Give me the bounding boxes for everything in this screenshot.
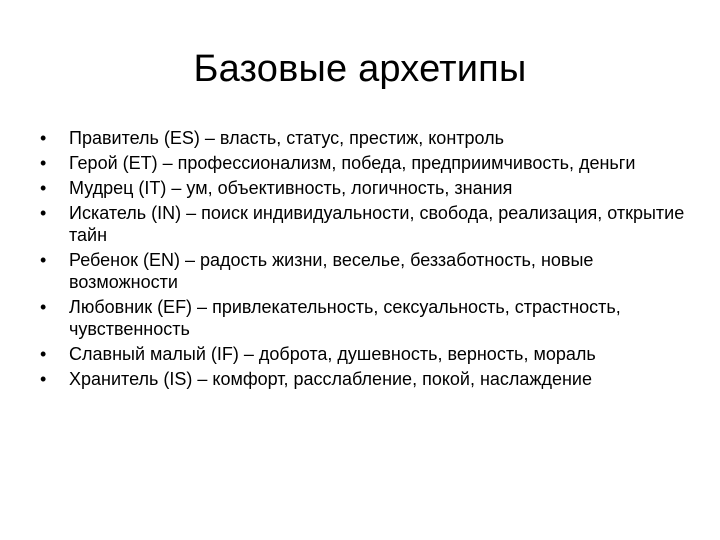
list-item-text: Правитель (ES) – власть, статус, престиж, контроль: [69, 128, 505, 148]
list-item: [40, 249, 690, 293]
bullet-icon: •: [40, 178, 47, 198]
list-item-text: Ребенок (EN) – радость жизни, веселье, беззаботность, новые возможности: [69, 250, 594, 292]
bullet-icon: •: [40, 250, 47, 270]
list-item-text: Искатель (IN) – поиск индивидуальности, свобода, реализация, открытие тайн: [69, 203, 685, 245]
bullet-icon: •: [40, 128, 47, 148]
list-item: [40, 177, 690, 199]
bullet-icon: •: [40, 297, 47, 317]
bullet-icon: •: [40, 153, 47, 173]
list-item: [40, 343, 690, 365]
list-item-text: Славный малый (IF) – доброта, душевность, верность, мораль: [69, 344, 596, 364]
list-item-text: Хранитель (IS) – комфорт, расслабление, покой, наслаждение: [69, 369, 593, 389]
bullet-icon: •: [40, 369, 47, 389]
list-item: [40, 368, 690, 390]
bullet-list: [40, 127, 690, 393]
list-item-text: Любовник (EF) – привлекательность, сексуальность, страстность, чувственность: [69, 297, 621, 339]
list-item: [40, 296, 690, 340]
list-item: [40, 202, 690, 246]
bullet-icon: •: [40, 203, 47, 223]
list-item-text: Герой (ET) – профессионализм, победа, предприимчивость, деньги: [69, 153, 636, 173]
list-item: [40, 152, 690, 174]
list-item: [40, 127, 690, 149]
list-item-text: Мудрец (IT) – ум, объективность, логичность, знания: [69, 178, 513, 198]
slide-title: Базовые архетипы: [193, 48, 527, 90]
bullet-icon: •: [40, 344, 47, 364]
